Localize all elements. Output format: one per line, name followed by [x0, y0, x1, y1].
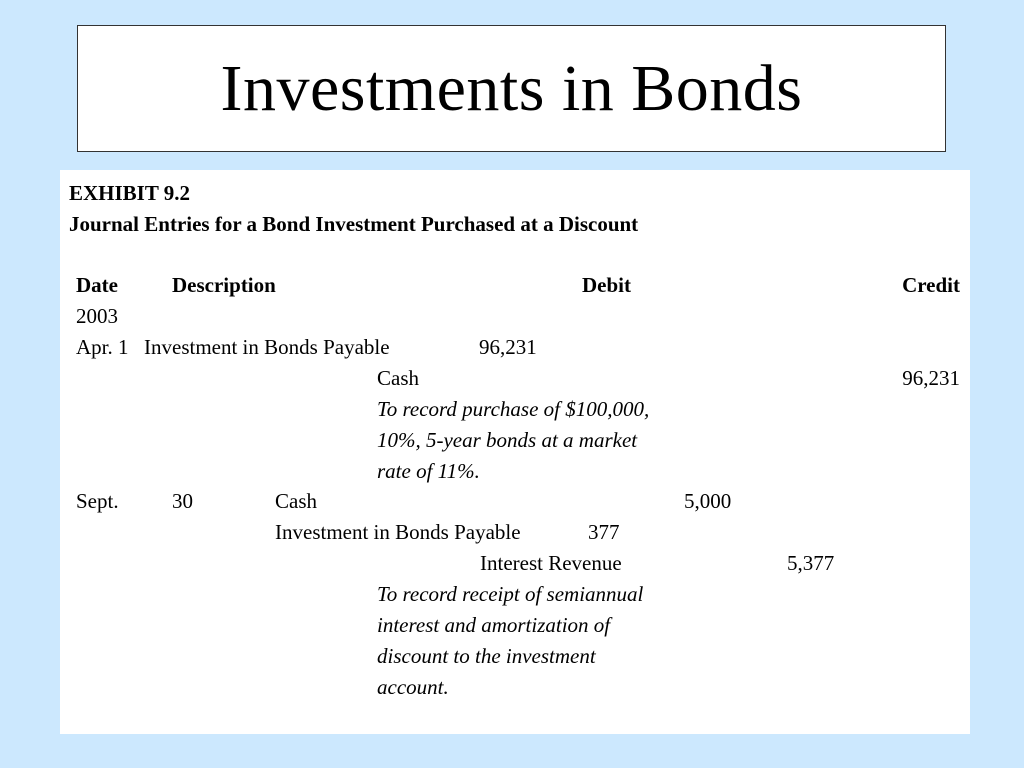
- entry-year: 2003: [76, 304, 118, 328]
- header-debit: Debit: [582, 273, 631, 297]
- entry1-credit-amount: 96,231: [902, 366, 960, 390]
- entry1-memo-line: 10%, 5-year bonds at a market: [377, 428, 638, 452]
- entry2-debit-account: Cash: [275, 489, 317, 513]
- entry2-debit-amount: 5,000: [684, 489, 732, 513]
- slide-title: Investments in Bonds: [220, 51, 803, 125]
- exhibit-subtitle: Journal Entries for a Bond Investment Purchased at a Discount: [69, 212, 639, 236]
- entry2-memo-line: discount to the investment: [377, 644, 596, 668]
- entry2-month: Sept.: [76, 489, 119, 513]
- entry2-day: 30: [172, 489, 193, 513]
- entry2-debit-amount-2: 377: [588, 520, 620, 544]
- header-description: Description: [172, 273, 276, 297]
- entry2-credit-account: Interest Revenue: [480, 551, 622, 575]
- entry2-debit-account-2: Investment in Bonds Payable: [275, 520, 521, 544]
- entry1-credit-account: Cash: [377, 366, 419, 390]
- entry1-debit-amount: 96,231: [479, 335, 537, 359]
- entry2-memo-line: interest and amortization of: [377, 613, 611, 637]
- entry2-memo-line: To record receipt of semiannual: [377, 582, 644, 606]
- entry2-memo-line: account.: [377, 675, 449, 699]
- exhibit-panel: [60, 170, 970, 734]
- entry1-debit-account: Investment in Bonds Payable: [144, 335, 390, 359]
- entry1-memo-line: rate of 11%.: [377, 459, 480, 483]
- entry1-memo-line: To record purchase of $100,000,: [377, 397, 650, 421]
- slide-title-box: [77, 25, 946, 152]
- entry2-credit-amount: 5,377: [787, 551, 835, 575]
- header-credit: Credit: [902, 273, 960, 297]
- exhibit-label: EXHIBIT 9.2: [69, 181, 190, 205]
- entry1-date: Apr. 1: [76, 335, 129, 359]
- header-date: Date: [76, 273, 118, 297]
